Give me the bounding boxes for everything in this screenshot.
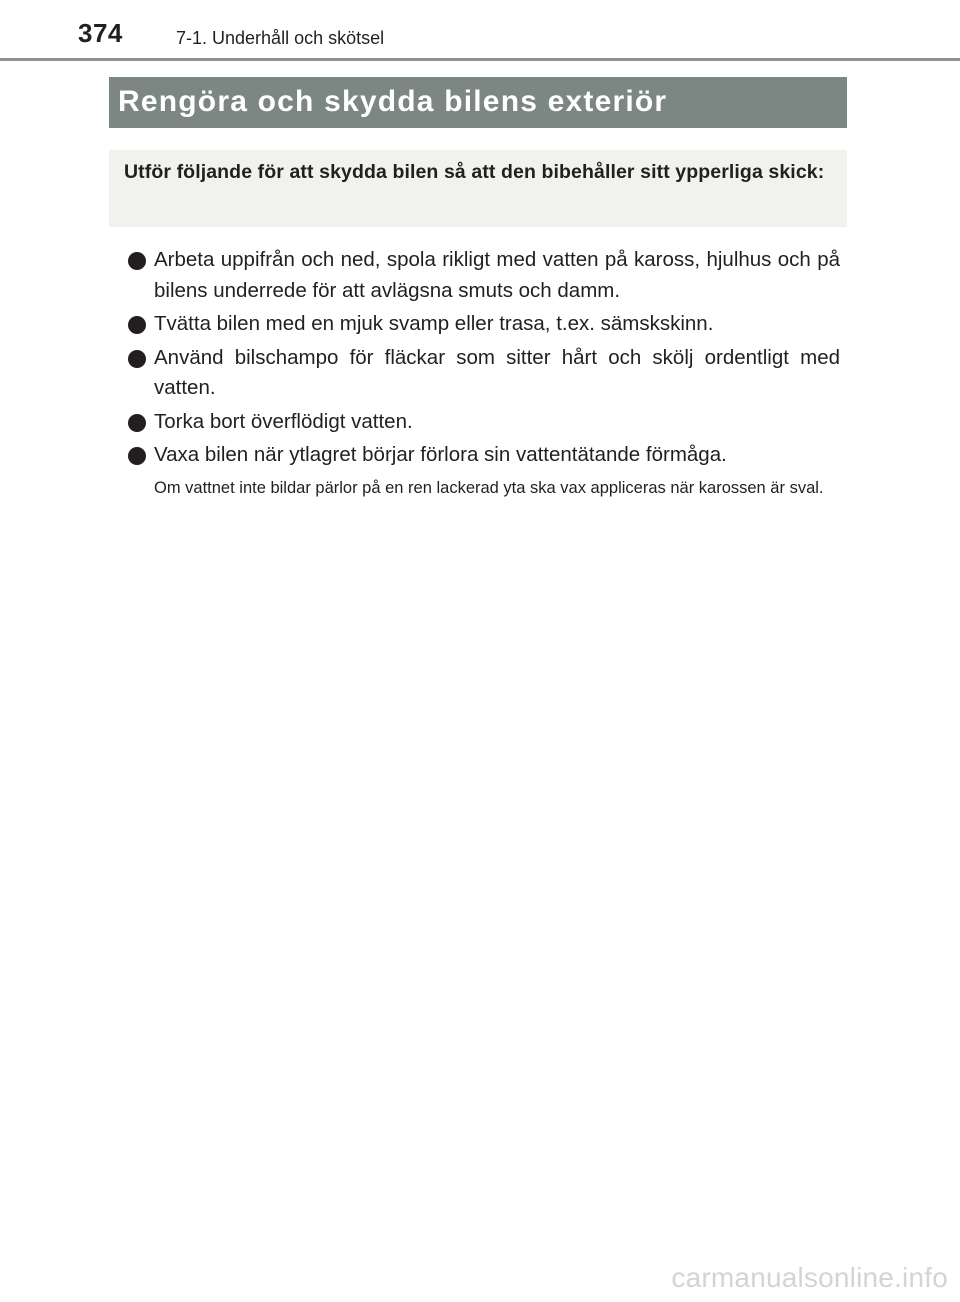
list-item <box>128 343 840 404</box>
bullet-icon <box>128 316 146 334</box>
section-label: 7-1. Underhåll och skötsel <box>176 28 385 48</box>
bullet-list <box>128 245 840 474</box>
bullet-icon <box>128 252 146 270</box>
bullet-text: Tvätta bilen med en mjuk svamp eller trasa, t.ex. sämskskinn. <box>154 312 714 335</box>
bullet-icon <box>128 447 146 465</box>
header-rule <box>0 58 960 61</box>
footer-watermark: carmanualsonline.info <box>671 1262 948 1293</box>
page-title: Rengöra och skydda bilens exteriör <box>118 85 668 118</box>
bullet-icon <box>128 350 146 368</box>
list-item <box>128 309 840 340</box>
list-item <box>128 407 840 438</box>
list-item <box>128 245 840 306</box>
bullet-text: Torka bort överflödigt vatten. <box>154 409 413 433</box>
page-number: 374 <box>78 18 123 48</box>
title-bar <box>109 77 847 128</box>
bullet-icon <box>128 414 146 432</box>
bullet-text: Vaxa bilen när ytlagret börjar förlora sin vattentätande förmåga. <box>154 443 727 466</box>
bullet-text: Arbeta uppifrån och ned, spola rikligt med vatten på kaross, hjulhus och på bilens underrede för att avlägsna smuts och damm. <box>154 248 840 302</box>
intro-text: Utför följande för att skydda bilen så att den bibehåller sitt ypperliga skick: <box>124 161 825 183</box>
note-text: Om vattnet inte bildar pärlor på en ren lackerad yta ska vax appliceras när karossen är sval. <box>154 479 824 497</box>
list-item <box>128 440 840 471</box>
intro-box <box>109 150 847 227</box>
bullet-text: Använd bilschampo för fläckar som sitter hårt och skölj ordentligt med vatten. <box>154 345 840 399</box>
